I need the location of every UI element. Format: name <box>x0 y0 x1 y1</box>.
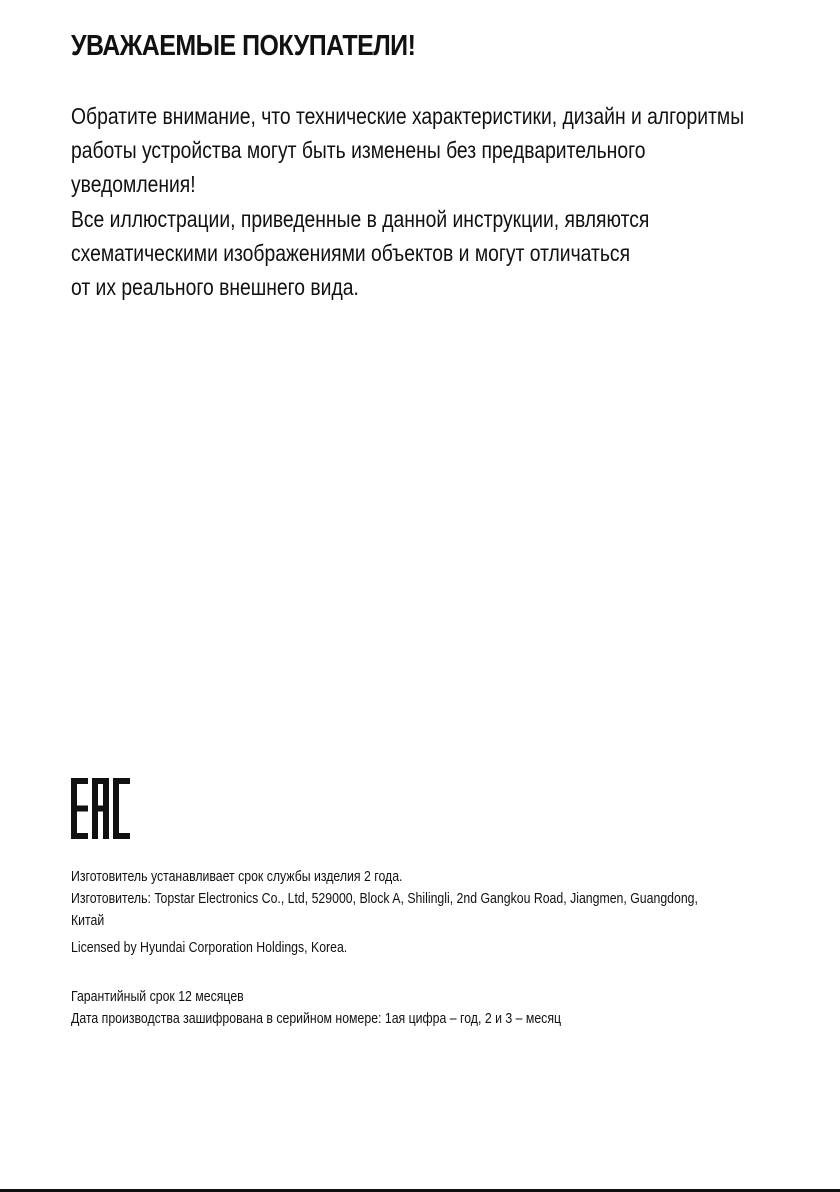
license-text: Licensed by Hyundai Corporation Holdings, Korea. <box>71 939 348 956</box>
intro-line: от их реального внешнего вида. <box>71 274 359 301</box>
service-life-text: Изготовитель устанавливает срок службы изделия 2 года. <box>71 868 403 885</box>
production-date-text: Дата производства зашифрована в серийном номере: 1ая цифра – год, 2 и 3 – месяц <box>71 1010 562 1027</box>
manufacturer-block <box>71 866 752 932</box>
intro-line: Обратите внимание, что технические характеристики, дизайн и алгоритмы <box>71 103 745 129</box>
eac-mark-icon <box>71 778 130 839</box>
legal-info <box>71 866 752 1030</box>
intro-line: уведомления! <box>71 171 196 198</box>
intro-notice <box>71 99 760 304</box>
intro-line: схематическими изображениями объектов и могут отличаться <box>71 239 631 266</box>
intro-line: работы устройства могут быть изменены без предварительного <box>71 137 646 164</box>
warranty-text: Гарантийный срок 12 месяцев <box>71 988 244 1005</box>
warranty-block <box>71 986 752 1030</box>
page-title: УВАЖАЕМЫЕ ПОКУПАТЕЛИ! <box>71 30 416 62</box>
manufacturer-country-text: Китай <box>71 912 105 929</box>
intro-line: Все иллюстрации, приведенные в данной инструкции, являются <box>71 205 650 232</box>
license-block <box>71 937 752 959</box>
manufacturer-text: Изготовитель: Topstar Electronics Co., Ltd, 529000, Block A, Shilingli, 2nd Gangkou Road, Jiangmen, Guangdong, <box>71 890 698 907</box>
